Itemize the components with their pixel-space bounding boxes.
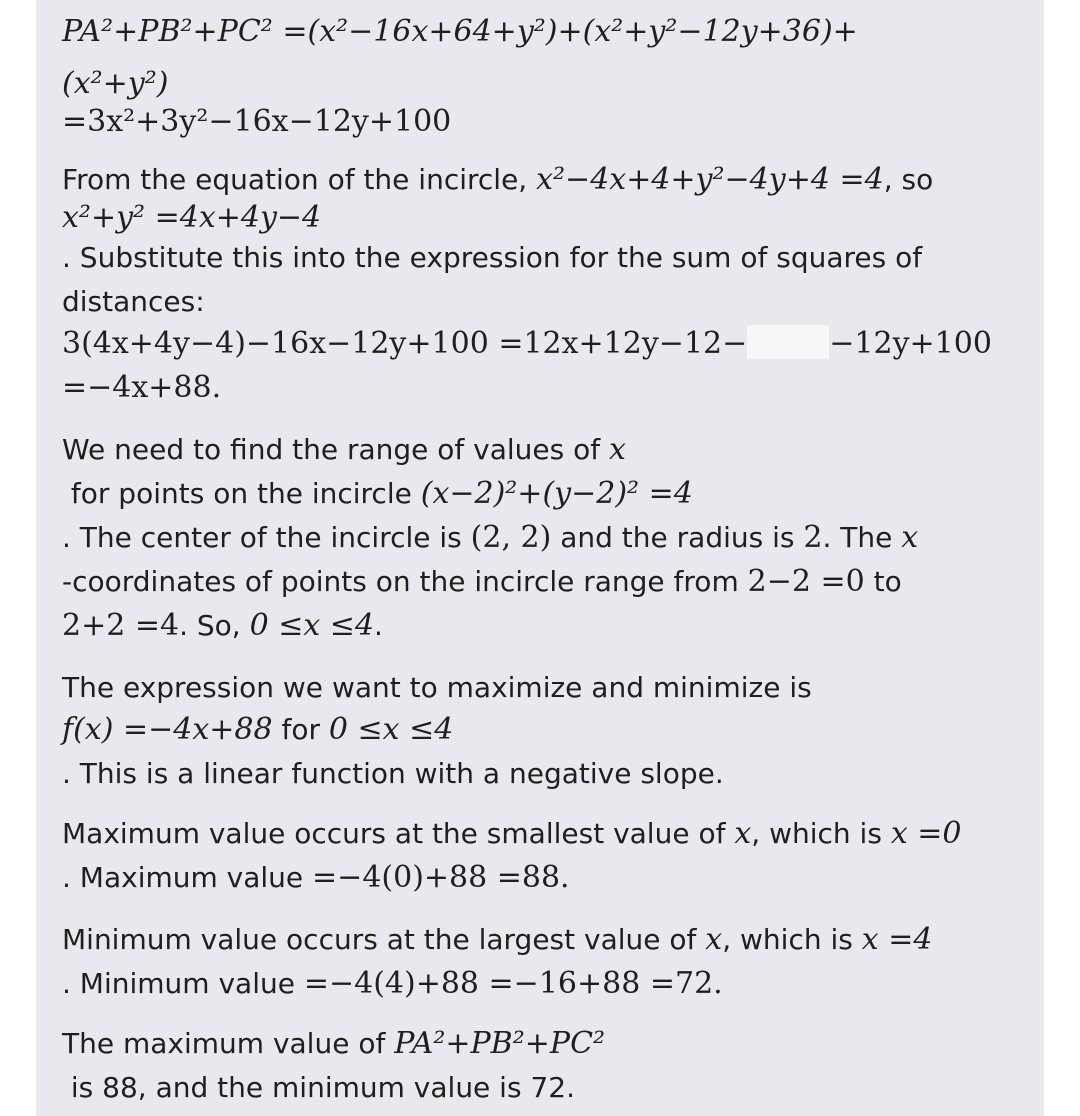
linear-function-line: . This is a linear function with a negative slope. [62, 757, 724, 790]
simplified-expression: =−4x+88. [62, 370, 222, 405]
minimum-value-line: . Minimum value =−4(4)+88 =−16+88 =72. [62, 966, 723, 1001]
conclusion-line-1: The maximum value of PA²+PB²+PC² [62, 1026, 606, 1061]
conclusion-line-2: is 88, and the minimum value is 72. [62, 1071, 575, 1104]
distances-label: distances: [62, 285, 205, 318]
equation-line-3: =3x²+3y²−16x−12y+100 [62, 104, 452, 139]
equation-line-2: (x²+y²) [62, 66, 169, 101]
x-range-line: 2+2 =4. So, 0 ≤x ≤4. [62, 608, 383, 643]
function-definition-line: f(x) =−4x+88 for 0 ≤x ≤4 [62, 712, 454, 747]
x-coordinates-line: -coordinates of points on the incircle range from 2−2 =0 to [62, 564, 902, 599]
equation-line-1: PA²+PB²+PC² =(x²−16x+64+y²)+(x²+y²−12y+36)+ [62, 14, 858, 49]
expression-intro-line: The expression we want to maximize and minimize is [62, 671, 812, 704]
substitute-text-line: . Substitute this into the expression for the sum of squares of [62, 241, 923, 274]
center-radius-line: . The center of the incircle is (2, 2) and the radius is 2. The x [62, 520, 919, 555]
incircle-points-line: for points on the incircle (x−2)²+(y−2)² =4 [62, 476, 693, 511]
range-intro-line: We need to find the range of values of x [62, 432, 626, 467]
maximum-value-line: . Maximum value =−4(0)+88 =88. [62, 860, 570, 895]
substitution-equation: x²+y² =4x+4y−4 [62, 200, 322, 235]
substituted-expression: 3(4x+4y−4)−16x−12y+100 =12x+12y−12− −12y+100 [62, 326, 992, 361]
maximum-occurs-line: Maximum value occurs at the smallest value of x, which is x =0 [62, 816, 962, 851]
redacted-area [747, 325, 829, 359]
minimum-occurs-line: Minimum value occurs at the largest value of x, which is x =4 [62, 922, 933, 957]
incircle-equation-line: From the equation of the incircle, x²−4x+4+y²−4y+4 =4, so [62, 162, 934, 197]
